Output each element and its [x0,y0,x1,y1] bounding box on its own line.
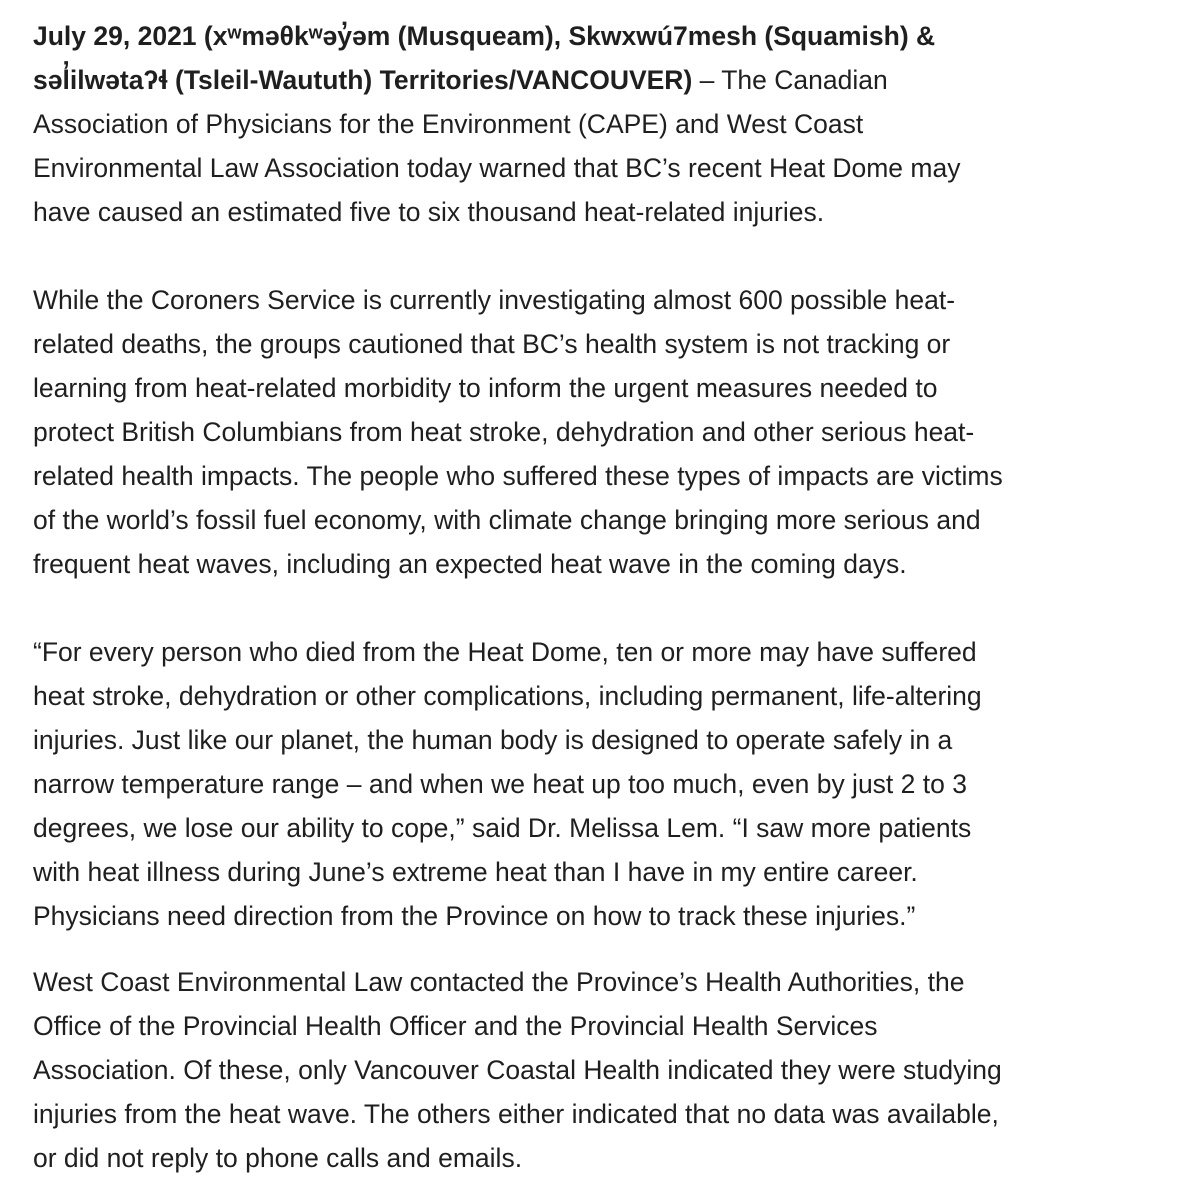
lead-text-start: – The Canadian [692,65,888,95]
paragraph-lead [33,14,1153,234]
text-line: related deaths, the groups cautioned that BC’s health system is not tracking or [33,329,951,359]
text-line: Office of the Provincial Health Officer and the Provincial Health Services [33,1011,878,1041]
dateline-line-1: July 29, 2021 (xʷməθkʷəy̓əm (Musqueam), Skwxwú7mesh (Squamish) & [33,21,936,51]
text-line: or did not reply to phone calls and emails. [33,1143,523,1173]
text-line: degrees, we lose our ability to cope,” said Dr. Melissa Lem. “I saw more patients [33,813,972,843]
text-line: injuries from the heat wave. The others either indicated that no data was available, [33,1099,999,1129]
text-line: narrow temperature range – and when we heat up too much, even by just 2 to 3 [33,769,967,799]
text-line: injuries. Just like our planet, the human body is designed to operate safely in a [33,725,953,755]
dateline-location: səl̓ilwətaʔɬ (Tsleil-Waututh) Territories/VANCOUVER) [33,65,693,95]
text-line: protect British Columbians from heat stroke, dehydration and other serious heat- [33,417,975,447]
text-line: Association of Physicians for the Environment (CAPE) and West Coast [33,109,864,139]
text-line: related health impacts. The people who suffered these types of impacts are victims [33,461,1003,491]
text-line: learning from heat-related morbidity to inform the urgent measures needed to [33,373,938,403]
text-line: West Coast Environmental Law contacted the Province’s Health Authorities, the [33,967,965,997]
paragraph-quote [33,630,1153,938]
text-line: “For every person who died from the Heat Dome, ten or more may have suffered [33,637,977,667]
text-line: with heat illness during June’s extreme heat than I have in my entire career. [33,857,918,887]
text-line: While the Coroners Service is currently investigating almost 600 possible heat- [33,285,956,315]
text-line: Physicians need direction from the Province on how to track these injuries.” [33,901,916,931]
text-line: Association. Of these, only Vancouver Coastal Health indicated they were studying [33,1055,1002,1085]
paragraph-health-authorities [33,960,1153,1180]
text-line: frequent heat waves, including an expected heat wave in the coming days. [33,549,907,579]
text-line: heat stroke, dehydration or other complications, including permanent, life-altering [33,681,982,711]
dateline-line-2 [33,58,1153,102]
text-line: of the world’s fossil fuel economy, with climate change bringing more serious and [33,505,981,535]
paragraph-coroners [33,278,1153,586]
press-release-body [33,14,1153,1180]
text-line: have caused an estimated five to six thousand heat-related injuries. [33,197,825,227]
text-line: Environmental Law Association today warned that BC’s recent Heat Dome may [33,153,961,183]
